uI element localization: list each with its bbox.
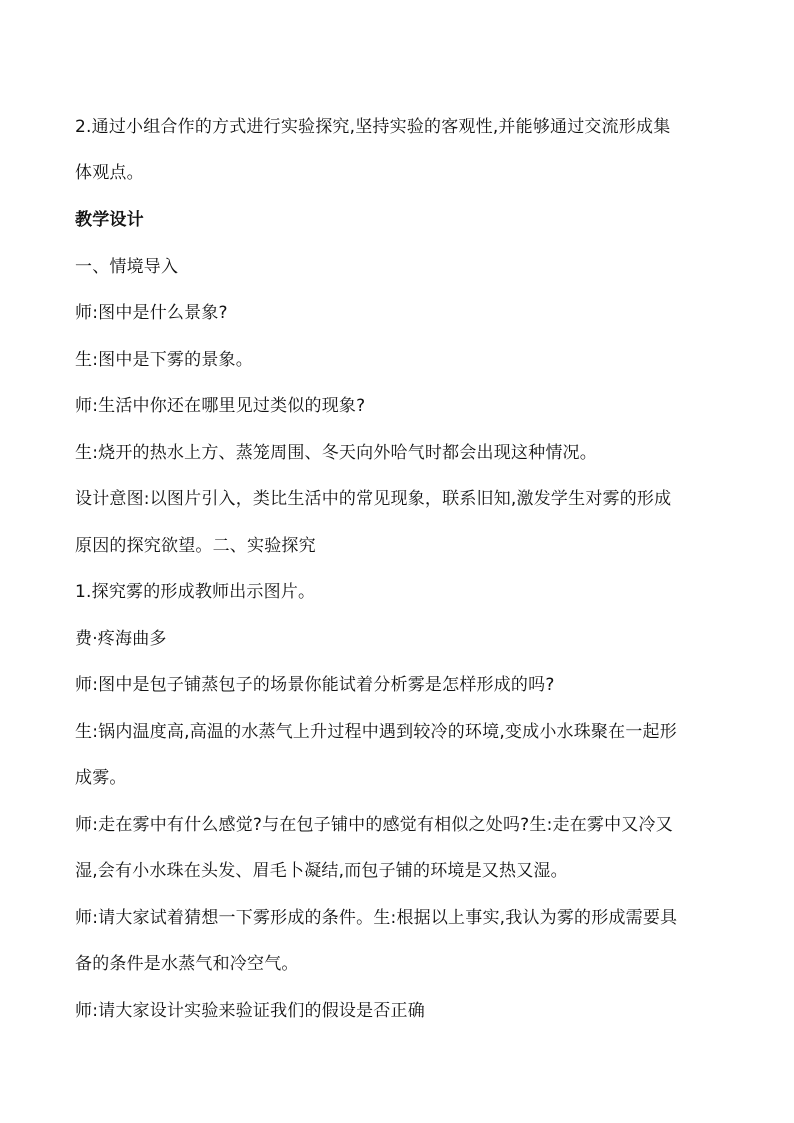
image-caption-text: 费·疼海曲多	[75, 629, 167, 649]
dialogue-line: 师:请大家设计实验来验证我们的假设是否正确	[75, 1001, 425, 1021]
section-heading-teaching-design: 教学设计	[75, 210, 144, 230]
dialogue-line: 生:烧开的热水上方、蒸笼周围、冬天向外哈气时都会出现这种情况。	[75, 443, 597, 463]
dialogue-line: 师:请大家试着猜想一下雾形成的条件。生:根据以上事实,我认为雾的形成需要具	[75, 908, 678, 928]
design-intent-line-1: 设计意图:以图片引入，类比生活中的常见现象，联系旧知,激发学生对雾的形成	[75, 489, 672, 509]
paragraph-objective-2-line-2: 体观点。	[75, 163, 144, 183]
dialogue-line: 师:生活中你还在哪里见过类似的现象?	[75, 396, 366, 416]
subheading-situation-intro: 一、情境导入	[75, 257, 179, 277]
dialogue-line: 师:走在雾中有什么感觉?与在包子铺中的感觉有相似之处吗?生:走在雾中又冷又	[75, 815, 673, 835]
subheading-fog-formation: 1.探究雾的形成教师出示图片。	[75, 582, 316, 602]
dialogue-line: 备的条件是水蒸气和冷空气。	[75, 954, 299, 974]
paragraph-objective-2-line-1: 2.通过小组合作的方式进行实验探究,坚持实验的客观性,并能够通过交流形成集	[75, 117, 671, 137]
design-intent-line-2: 原因的探究欲望。二、实验探究	[75, 536, 316, 556]
dialogue-line: 师:图中是什么景象?	[75, 303, 228, 323]
dialogue-line: 湿,会有小水珠在头发、眉毛卜凝结,而包子铺的环境是又热又湿。	[75, 861, 568, 881]
dialogue-line: 师:图中是包子铺蒸包子的场景你能试着分析雾是怎样形成的吗?	[75, 675, 555, 695]
dialogue-line: 成雾。	[75, 768, 127, 788]
dialogue-line: 生:锅内温度高,高温的水蒸气上升过程中遇到较冷的环境,变成小水珠聚在一起形	[75, 722, 677, 742]
dialogue-line: 生:图中是下雾的景象。	[75, 350, 253, 370]
